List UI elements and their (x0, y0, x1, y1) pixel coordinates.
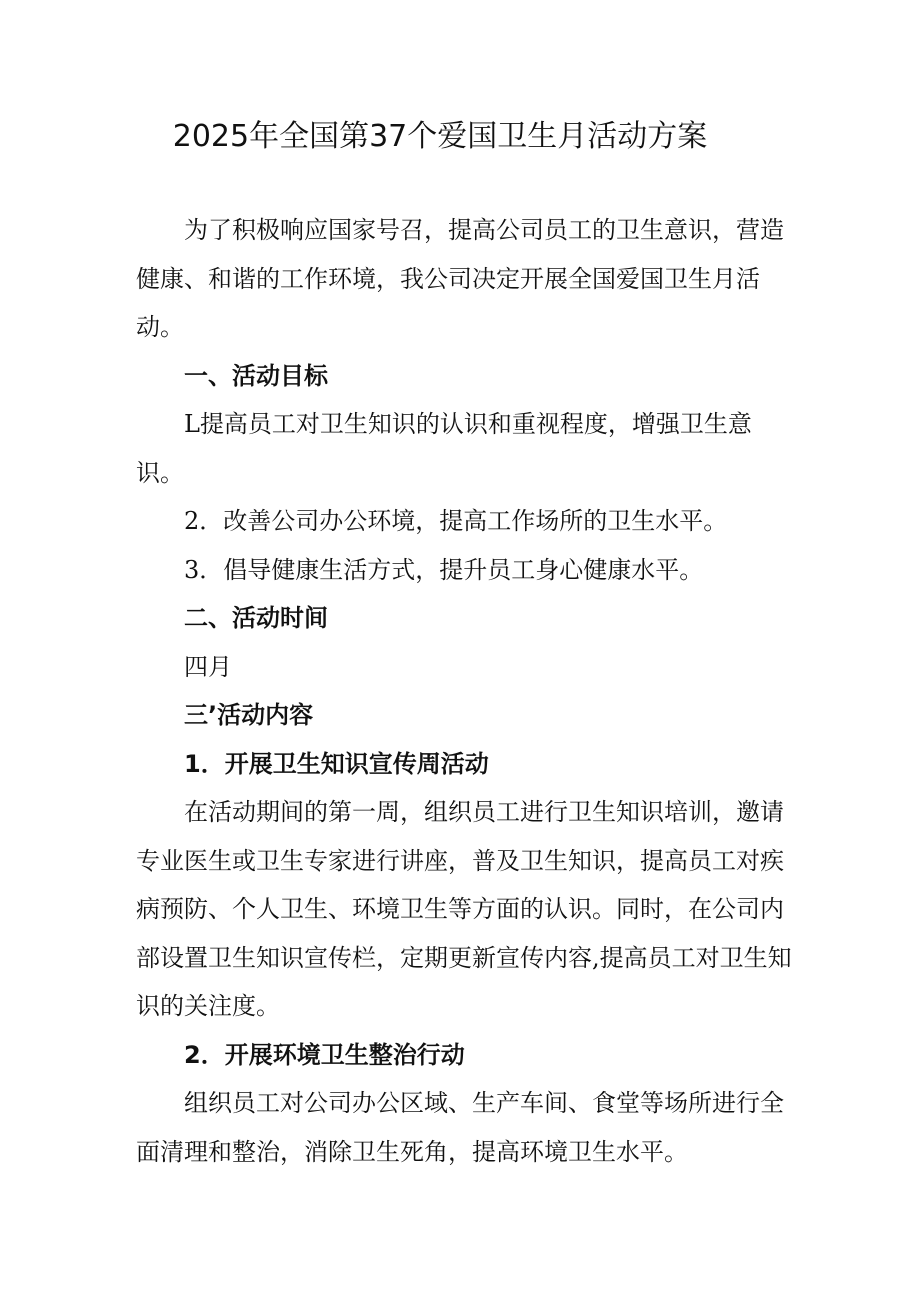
section-heading-goals: 一、活动目标 (184, 361, 328, 390)
intro-paragraph: 为了积极响应国家号召，提高公司员工的卫生意识，营造健康、和谐的工作环境，我公司决定开展全国爱国卫生月活动。 (136, 216, 784, 341)
goal-item-3: 3．倡导健康生活方式，提升员工身心健康水平。 (184, 555, 704, 584)
section-heading-content: 三’活动内容 (184, 701, 314, 729)
environment-cleanup-paragraph: 组织员工对公司办公区域、生产车间、食堂等场所进行全面清理和整治，消除卫生死角，提高环境卫生水平。 (136, 1089, 784, 1166)
subheading-publicity-week: 1．开展卫生知识宣传周活动 (184, 749, 489, 778)
section-heading-time: 二、活动时间 (184, 604, 328, 632)
document-title: 2025年全国第37个爱国卫生月活动方案 (172, 119, 708, 154)
goal-item-1: L提高员工对卫生知识的认识和重视程度，增强卫生意识。 (136, 410, 752, 487)
document-body (136, 206, 796, 1176)
goal-item-2: 2．改善公司办公环境，提高工作场所的卫生水平。 (184, 507, 728, 535)
publicity-week-paragraph: 在活动期间的第一周，组织员工进行卫生知识培训，邀请专业医生或卫生专家进行讲座，普及卫生知识，提高员工对疾病预防、个人卫生、环境卫生等方面的认识。同时，在公司内部设置卫生知识宣传栏，定期更新宣传内容,提高员工对卫生知识的关注度。 (136, 798, 792, 1020)
activity-time: 四月 (184, 652, 232, 681)
subheading-environment-cleanup: 2．开展环境卫生整治行动 (184, 1040, 465, 1069)
